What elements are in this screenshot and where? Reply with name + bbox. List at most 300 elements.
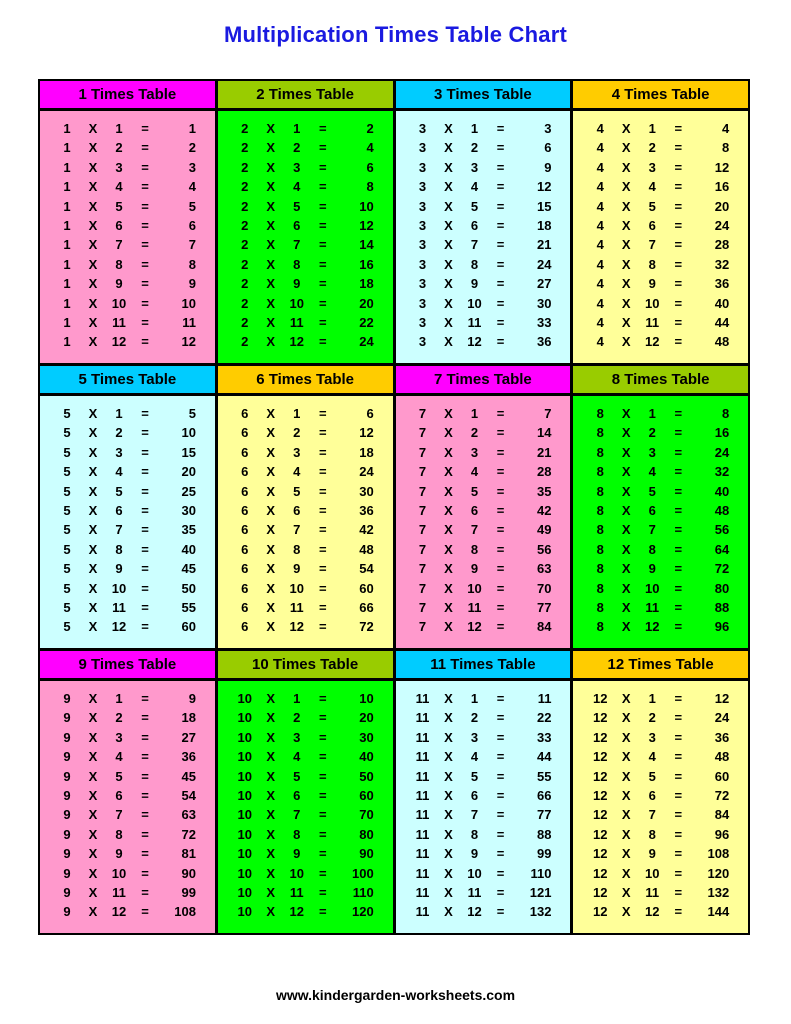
- multiplier: 10: [645, 295, 660, 311]
- equals-sign: =: [141, 179, 149, 195]
- multiplier: 11: [289, 884, 304, 900]
- equals-sign: =: [318, 904, 327, 920]
- product: 24: [537, 256, 552, 272]
- times-operator: X: [266, 121, 276, 136]
- equals-sign: =: [674, 884, 683, 900]
- equals-sign: =: [674, 121, 683, 136]
- product: 20: [714, 198, 730, 214]
- product: 49: [537, 522, 552, 538]
- times-operator: X: [444, 522, 453, 538]
- multiplier: 6: [115, 787, 123, 803]
- product: 12: [359, 217, 374, 233]
- equals-sign: =: [141, 522, 149, 538]
- multiplicand: 2: [241, 334, 249, 350]
- multiplicand: 4: [596, 159, 604, 175]
- multiplier: 2: [293, 710, 301, 726]
- table-row: [573, 708, 748, 727]
- times-operator: X: [266, 561, 276, 577]
- times-operator: X: [266, 502, 276, 518]
- times-operator: X: [621, 749, 631, 765]
- product: 6: [188, 217, 196, 233]
- multiplicand: 4: [596, 140, 604, 156]
- product: 18: [181, 710, 196, 726]
- equals-sign: =: [674, 846, 683, 862]
- multiplicand: 12: [593, 807, 608, 823]
- table-row: [40, 883, 215, 902]
- table-row: [573, 119, 748, 138]
- table-row: [40, 786, 215, 805]
- product: 16: [714, 425, 730, 441]
- table-row: [573, 235, 748, 254]
- times-operator: X: [88, 198, 98, 214]
- multiplier: 4: [470, 749, 479, 765]
- equals-sign: =: [674, 334, 683, 350]
- times-operator: X: [444, 787, 453, 803]
- multiplicand: 8: [596, 522, 604, 538]
- times-operator: X: [88, 710, 98, 726]
- times-operator: X: [444, 483, 453, 499]
- equals-sign: =: [674, 768, 683, 784]
- table-row: [40, 559, 215, 578]
- multiplier: 1: [470, 406, 479, 421]
- times-operator: X: [88, 314, 98, 330]
- table-row: [40, 158, 215, 177]
- multiplicand: 4: [596, 314, 604, 330]
- multiplier: 10: [467, 865, 482, 881]
- multiplier: 1: [293, 121, 301, 136]
- multiplicand: 1: [63, 295, 71, 311]
- table-row: [218, 708, 393, 727]
- times-operator: X: [444, 710, 453, 726]
- table-row: [40, 501, 215, 520]
- table-row: [218, 119, 393, 138]
- multiplier: 12: [111, 904, 127, 920]
- table-row: [396, 423, 571, 442]
- multiplier: 10: [645, 580, 660, 596]
- multiplier: 3: [115, 729, 123, 745]
- multiplicand: 9: [63, 691, 71, 706]
- product: 81: [181, 846, 196, 862]
- product: 54: [359, 561, 374, 577]
- multiplier: 3: [470, 159, 479, 175]
- table-row: [573, 883, 748, 902]
- multiplicand: 8: [596, 561, 604, 577]
- times-table-12: [573, 651, 748, 933]
- multiplier: 1: [293, 406, 301, 421]
- table-row: [573, 747, 748, 766]
- multiplier: 5: [293, 768, 301, 784]
- times-operator: X: [88, 729, 98, 745]
- table-row: [40, 138, 215, 157]
- product: 48: [714, 749, 730, 765]
- table-row: [396, 540, 571, 559]
- equals-sign: =: [496, 179, 505, 195]
- equals-sign: =: [496, 807, 505, 823]
- product: 60: [359, 580, 374, 596]
- multiplier: 5: [648, 768, 656, 784]
- product: 8: [722, 140, 730, 156]
- product: 110: [530, 865, 552, 881]
- table-row: [218, 197, 393, 216]
- multiplier: 9: [648, 561, 656, 577]
- multiplicand: 10: [237, 807, 252, 823]
- multiplier: 9: [115, 561, 123, 577]
- product: 88: [537, 826, 552, 842]
- times-operator: X: [266, 522, 276, 538]
- multiplicand: 11: [415, 768, 430, 784]
- product: 90: [181, 865, 196, 881]
- table-row: [573, 689, 748, 708]
- equals-sign: =: [141, 580, 149, 596]
- multiplier: 7: [115, 522, 123, 538]
- multiplicand: 2: [241, 159, 249, 175]
- equals-sign: =: [674, 256, 683, 272]
- times-operator: X: [621, 807, 631, 823]
- times-table-10: [218, 651, 393, 933]
- product: 5: [188, 198, 196, 214]
- times-operator: X: [266, 217, 276, 233]
- table-row: [218, 423, 393, 442]
- equals-sign: =: [496, 237, 505, 253]
- multiplier: 4: [293, 179, 301, 195]
- equals-sign: =: [674, 295, 683, 311]
- multiplier: 4: [293, 749, 301, 765]
- product: 36: [714, 276, 730, 292]
- times-operator: X: [266, 580, 276, 596]
- table-row: [218, 138, 393, 157]
- times-operator: X: [266, 406, 276, 421]
- times-operator: X: [621, 444, 631, 460]
- multiplicand: 2: [241, 256, 249, 272]
- times-operator: X: [266, 749, 276, 765]
- multiplicand: 10: [237, 865, 252, 881]
- equals-sign: =: [496, 884, 505, 900]
- times-operator: X: [621, 256, 631, 272]
- product: 27: [537, 276, 552, 292]
- table-body: [396, 681, 571, 933]
- table-row: [40, 579, 215, 598]
- multiplier: 12: [289, 904, 304, 920]
- times-table-11: [396, 651, 571, 933]
- multiplier: 2: [115, 425, 123, 441]
- equals-sign: =: [318, 807, 327, 823]
- multiplier: 4: [648, 464, 656, 480]
- equals-sign: =: [318, 140, 327, 156]
- table-row: [40, 119, 215, 138]
- table-row: [396, 404, 571, 423]
- product: 40: [181, 541, 196, 557]
- equals-sign: =: [141, 140, 149, 156]
- equals-sign: =: [674, 865, 683, 881]
- multiplier: 9: [470, 846, 479, 862]
- multiplier: 4: [648, 749, 656, 765]
- multiplicand: 7: [418, 580, 427, 596]
- multiplier: 3: [470, 729, 479, 745]
- equals-sign: =: [496, 599, 505, 615]
- table-row: [573, 728, 748, 747]
- equals-sign: =: [141, 444, 149, 460]
- times-operator: X: [88, 444, 98, 460]
- times-table-7: [396, 366, 571, 648]
- product: 4: [722, 121, 730, 136]
- times-operator: X: [444, 502, 453, 518]
- multiplier: 11: [112, 314, 126, 330]
- product: 10: [359, 691, 374, 706]
- multiplicand: 10: [237, 729, 252, 745]
- times-operator: X: [621, 619, 631, 635]
- times-operator: X: [621, 314, 631, 330]
- equals-sign: =: [141, 691, 149, 706]
- times-table-8: [573, 366, 748, 648]
- multiplicand: 11: [415, 710, 430, 726]
- times-operator: X: [88, 179, 98, 195]
- multiplicand: 3: [418, 198, 427, 214]
- product: 56: [714, 522, 730, 538]
- table-row: [573, 294, 748, 313]
- table-row: [396, 158, 571, 177]
- multiplicand: 2: [241, 295, 249, 311]
- multiplicand: 3: [418, 334, 427, 350]
- times-operator: X: [266, 140, 276, 156]
- times-table-1: [40, 81, 215, 363]
- table-row: [396, 443, 571, 462]
- times-operator: X: [266, 237, 276, 253]
- multiplier: 1: [470, 691, 479, 706]
- multiplicand: 3: [418, 140, 427, 156]
- multiplier: 11: [645, 884, 660, 900]
- equals-sign: =: [318, 522, 327, 538]
- multiplicand: 4: [596, 256, 604, 272]
- equals-sign: =: [496, 121, 505, 136]
- multiplier: 8: [648, 256, 656, 272]
- multiplicand: 8: [596, 599, 604, 615]
- multiplier: 7: [470, 237, 479, 253]
- product: 108: [707, 846, 730, 862]
- times-operator: X: [621, 904, 631, 920]
- times-operator: X: [266, 768, 276, 784]
- equals-sign: =: [674, 444, 683, 460]
- equals-sign: =: [674, 159, 683, 175]
- product: 15: [181, 444, 196, 460]
- product: 30: [537, 295, 552, 311]
- times-table-6: [218, 366, 393, 648]
- multiplicand: 11: [415, 884, 430, 900]
- equals-sign: =: [496, 483, 505, 499]
- multiplicand: 2: [241, 237, 249, 253]
- times-operator: X: [266, 464, 276, 480]
- table-row: [396, 786, 571, 805]
- table-heading: 6 Times Table: [218, 366, 393, 396]
- table-row: [396, 767, 571, 786]
- multiplier: 4: [115, 749, 123, 765]
- table-row: [40, 255, 215, 274]
- multiplicand: 3: [418, 217, 427, 233]
- multiplicand: 7: [418, 502, 427, 518]
- equals-sign: =: [318, 444, 327, 460]
- product: 22: [537, 710, 552, 726]
- equals-sign: =: [141, 904, 149, 920]
- equals-sign: =: [318, 541, 327, 557]
- equals-sign: =: [318, 768, 327, 784]
- equals-sign: =: [674, 561, 683, 577]
- times-operator: X: [444, 334, 453, 350]
- equals-sign: =: [318, 710, 327, 726]
- times-operator: X: [88, 561, 98, 577]
- multiplicand: 11: [415, 826, 430, 842]
- table-row: [396, 883, 571, 902]
- table-row: [40, 313, 215, 332]
- multiplicand: 7: [418, 561, 427, 577]
- times-operator: X: [266, 334, 276, 350]
- product: 11: [537, 691, 552, 706]
- times-operator: X: [444, 464, 453, 480]
- times-operator: X: [621, 826, 631, 842]
- multiplicand: 8: [596, 425, 604, 441]
- equals-sign: =: [318, 295, 327, 311]
- times-operator: X: [444, 884, 453, 900]
- table-heading: 10 Times Table: [218, 651, 393, 681]
- equals-sign: =: [674, 904, 683, 920]
- equals-sign: =: [674, 749, 683, 765]
- multiplier: 6: [293, 787, 301, 803]
- equals-sign: =: [318, 276, 327, 292]
- times-table-4: [573, 81, 748, 363]
- multiplier: 1: [648, 691, 656, 706]
- equals-sign: =: [496, 541, 505, 557]
- times-operator: X: [88, 619, 98, 635]
- multiplier: 9: [115, 846, 123, 862]
- product: 4: [366, 140, 374, 156]
- multiplicand: 9: [63, 768, 71, 784]
- equals-sign: =: [141, 314, 149, 330]
- page-title: Multiplication Times Table Chart: [224, 22, 567, 47]
- multiplicand: 10: [237, 787, 252, 803]
- table-row: [40, 844, 215, 863]
- times-operator: X: [444, 140, 453, 156]
- multiplicand: 1: [63, 198, 71, 214]
- table-row: [40, 294, 215, 313]
- multiplicand: 9: [63, 787, 71, 803]
- multiplier: 7: [470, 522, 479, 538]
- equals-sign: =: [141, 541, 149, 557]
- product: 63: [181, 807, 196, 823]
- table-row: [218, 443, 393, 462]
- product: 40: [714, 295, 730, 311]
- multiplier: 2: [648, 710, 656, 726]
- multiplicand: 10: [237, 846, 252, 862]
- multiplicand: 6: [241, 464, 249, 480]
- product: 64: [714, 541, 730, 557]
- equals-sign: =: [141, 846, 149, 862]
- product: 8: [188, 256, 196, 272]
- multiplicand: 11: [415, 787, 430, 803]
- multiplier: 8: [648, 541, 656, 557]
- times-operator: X: [266, 807, 276, 823]
- times-operator: X: [444, 179, 453, 195]
- times-operator: X: [266, 276, 276, 292]
- product: 24: [714, 710, 730, 726]
- table-row: [573, 158, 748, 177]
- product: 33: [537, 314, 552, 330]
- table-row: [396, 617, 571, 636]
- table-row: [396, 579, 571, 598]
- product: 36: [537, 334, 552, 350]
- equals-sign: =: [674, 787, 683, 803]
- times-operator: X: [88, 768, 98, 784]
- times-operator: X: [444, 425, 453, 441]
- multiplicand: 2: [241, 314, 249, 330]
- table-row: [573, 313, 748, 332]
- multiplier: 8: [293, 256, 301, 272]
- times-operator: X: [621, 599, 631, 615]
- multiplier: 4: [115, 464, 123, 480]
- times-operator: X: [88, 691, 98, 706]
- table-row: [40, 540, 215, 559]
- equals-sign: =: [141, 237, 149, 253]
- table-row: [396, 177, 571, 196]
- times-operator: X: [88, 865, 98, 881]
- table-row: [396, 294, 571, 313]
- times-operator: X: [621, 729, 631, 745]
- product: 3: [544, 121, 552, 136]
- product: 72: [714, 561, 730, 577]
- times-operator: X: [444, 749, 453, 765]
- product: 72: [359, 619, 374, 635]
- times-operator: X: [266, 159, 276, 175]
- table-row: [573, 520, 748, 539]
- product: 70: [537, 580, 552, 596]
- product: 60: [359, 787, 374, 803]
- multiplier: 1: [115, 121, 123, 136]
- multiplicand: 4: [596, 121, 604, 136]
- multiplier: 10: [111, 580, 127, 596]
- table-row: [40, 423, 215, 442]
- product: 9: [188, 276, 196, 292]
- equals-sign: =: [496, 295, 505, 311]
- multiplicand: 12: [593, 691, 608, 706]
- equals-sign: =: [496, 787, 505, 803]
- multiplier: 6: [648, 787, 656, 803]
- product: 2: [188, 140, 196, 156]
- table-row: [40, 864, 215, 883]
- table-row: [396, 825, 571, 844]
- multiplier: 10: [645, 865, 660, 881]
- times-operator: X: [444, 541, 453, 557]
- multiplier: 9: [648, 846, 656, 862]
- table-row: [396, 274, 571, 293]
- table-heading: 8 Times Table: [573, 366, 748, 396]
- times-operator: X: [621, 691, 631, 706]
- table-row: [396, 520, 571, 539]
- table-body: [218, 681, 393, 933]
- table-row: [573, 786, 748, 805]
- multiplicand: 3: [418, 179, 427, 195]
- equals-sign: =: [674, 425, 683, 441]
- equals-sign: =: [674, 464, 683, 480]
- product: 36: [714, 729, 730, 745]
- table-row: [218, 482, 393, 501]
- multiplicand: 9: [63, 729, 71, 745]
- equals-sign: =: [674, 502, 683, 518]
- table-row: [573, 482, 748, 501]
- times-operator: X: [621, 179, 631, 195]
- equals-sign: =: [141, 256, 149, 272]
- multiplier: 3: [293, 159, 301, 175]
- product: 44: [537, 749, 552, 765]
- multiplier: 6: [293, 502, 301, 518]
- product: 70: [359, 807, 374, 823]
- table-row: [40, 177, 215, 196]
